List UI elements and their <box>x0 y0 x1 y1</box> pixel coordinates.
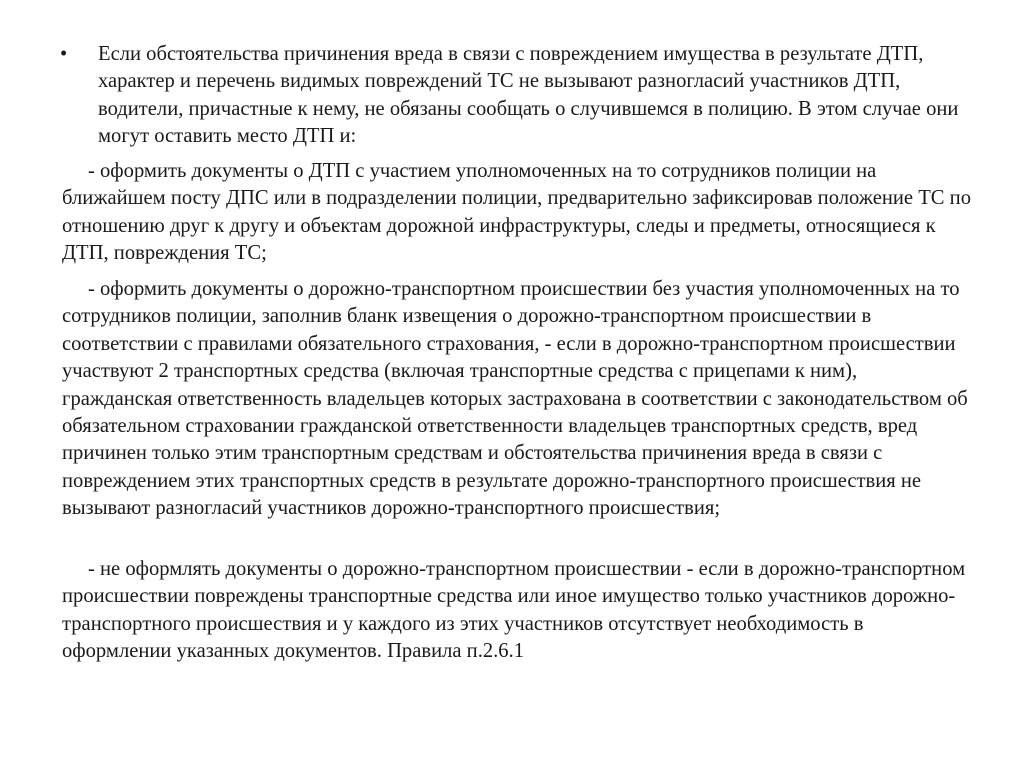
paragraph-no-documents: - не оформлять документы о дорожно-транспортном происшествии - если в дорожно-транспортном происшествии повреждены транспортные средства или иное имущество только участников дорожно-транспортного происшествия и у каждого из этих участников отсутствует необходимость в оформлении указанных документов. Правила п.2.6.1 <box>62 558 966 663</box>
bullet-text: Если обстоятельства причинения вреда в связи с повреждением имущества в результате ДТП, характер и перечень видимых повреждений ТС не вызывают разногласий участников ДТП, водители, причастные к нему, не обязаны сообщать о случившемся в полицию. В этом случае они могут оставить место ДТП и: <box>98 43 959 148</box>
bullet-icon: • <box>60 43 68 65</box>
paragraph-europrotocol: - оформить документы о дорожно-транспортном происшествии без участия уполномоченных на то сотрудников полиции, заполнив бланк извещения о дорожно-транспортном происшествии в соответствии с правилами обязательного страхования, - если в дорожно-транспортном происшествии участвуют 2 транспортных средства (включая транспортные средства с прицепами к ним), гражданская ответственность владельцев которых застрахована в соответствии с законодательством об обязательном страховании гражданской ответственности владельцев транспортных средств, вред причинен только этим транспортным средствам и обстоятельства причинения вреда в связи с повреждением этих транспортных средств в результате дорожно-транспортного происшествия не вызывают разногласий участников дорожно-транспортного происшествия; <box>62 278 968 520</box>
bullet-item <box>60 41 980 151</box>
paragraph-police-post: - оформить документы о ДТП с участием уполномоченных на то сотрудников полиции на ближайшем посту ДПС или в подразделении полиции, предварительно зафиксировав положение ТС по отношению друг к другу и объектам дорожной инфраструктуры, следы и предметы, относящиеся к ДТП, повреждения ТС; <box>62 160 971 265</box>
